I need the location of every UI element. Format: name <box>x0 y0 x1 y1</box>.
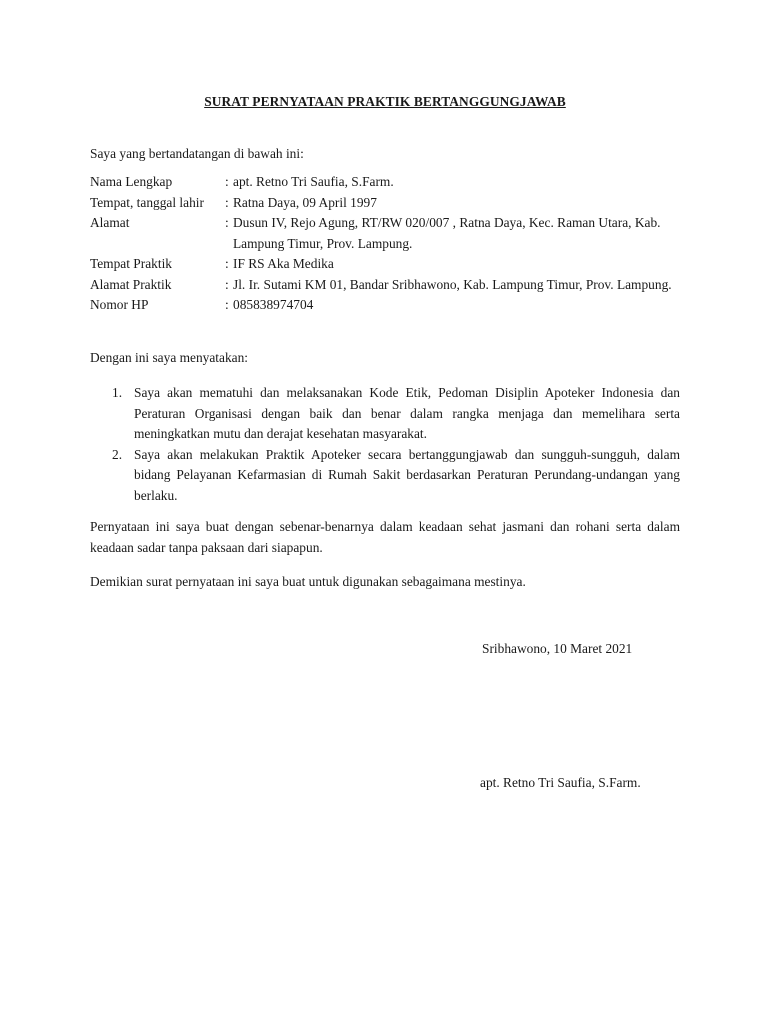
identity-table <box>90 172 680 316</box>
identity-colon: : <box>225 276 229 292</box>
intro-text: Saya yang bertandatangan di bawah ini: <box>90 146 304 161</box>
identity-row-practice-address <box>90 275 680 296</box>
list-item-number: 2. <box>112 446 123 462</box>
closing-paragraph-1: Pernyataan ini saya buat dengan sebenar-benarnya dalam keadaan sehat jasmani dan rohani serta dalam keadaan sadar tanpa paksaan dari siapapun. <box>90 519 680 555</box>
identity-label: Alamat <box>90 215 130 230</box>
identity-colon: : <box>225 174 229 189</box>
statement-list <box>90 383 680 506</box>
identity-label: Nomor HP <box>90 297 149 312</box>
identity-row-phone <box>90 295 680 316</box>
identity-label: Alamat Praktik <box>90 276 172 292</box>
signer-name: apt. Retno Tri Saufia, S.Farm. <box>480 775 641 790</box>
identity-colon: : <box>225 194 229 210</box>
identity-label: Tempat Praktik <box>90 256 172 271</box>
list-item-text: Saya akan melakukan Praktik Apoteker secara bertanggungjawab dan sungguh-sungguh, dalam bidang Pelayanan Kefarmasian di Rumah Sakit berdasarkan Peraturan Perundang-undangan yang berlaku. <box>134 446 680 503</box>
list-item <box>90 383 680 445</box>
place-and-date: Sribhawono, 10 Maret 2021 <box>482 641 633 656</box>
list-item-number: 1. <box>112 385 123 400</box>
identity-label: Tempat, tanggal lahir <box>90 194 204 210</box>
identity-value: Ratna Daya, 09 April 1997 <box>233 194 377 210</box>
identity-row-practice-place <box>90 254 680 275</box>
identity-colon: : <box>225 215 229 230</box>
identity-row-birth <box>90 193 680 214</box>
document-title: SURAT PERNYATAAN PRAKTIK BERTANGGUNGJAWAB <box>204 94 566 109</box>
closing-paragraph-2: Demikian surat pernyataan ini saya buat untuk digunakan sebagaimana mestinya. <box>90 574 526 589</box>
identity-value: apt. Retno Tri Saufia, S.Farm. <box>233 174 394 189</box>
identity-value: IF RS Aka Medika <box>233 256 334 271</box>
identity-row-address <box>90 213 680 254</box>
identity-colon: : <box>225 297 229 312</box>
list-item <box>90 445 680 507</box>
list-item-text: Saya akan mematuhi dan melaksanakan Kode Etik, Pedoman Disiplin Apoteker Indonesia dan Peraturan Organisasi dengan baik dan benar dalam rangka menjaga dan memelihara serta meningkatkan mutu dan derajat kesehatan masyarakat. <box>134 385 680 441</box>
identity-value: 085838974704 <box>233 297 314 312</box>
identity-value: Jl. Ir. Sutami KM 01, Bandar Sribhawono, Kab. Lampung Timur, Prov. Lampung. <box>233 276 672 292</box>
identity-value: Dusun IV, Rejo Agung, RT/RW 020/007 , Ratna Daya, Kec. Raman Utara, Kab. Lampung Timur, Prov. Lampung. <box>233 215 661 251</box>
declaration-intro: Dengan ini saya menyatakan: <box>90 350 249 365</box>
identity-label: Nama Lengkap <box>90 174 173 189</box>
identity-colon: : <box>225 256 229 271</box>
identity-row-name <box>90 172 680 193</box>
